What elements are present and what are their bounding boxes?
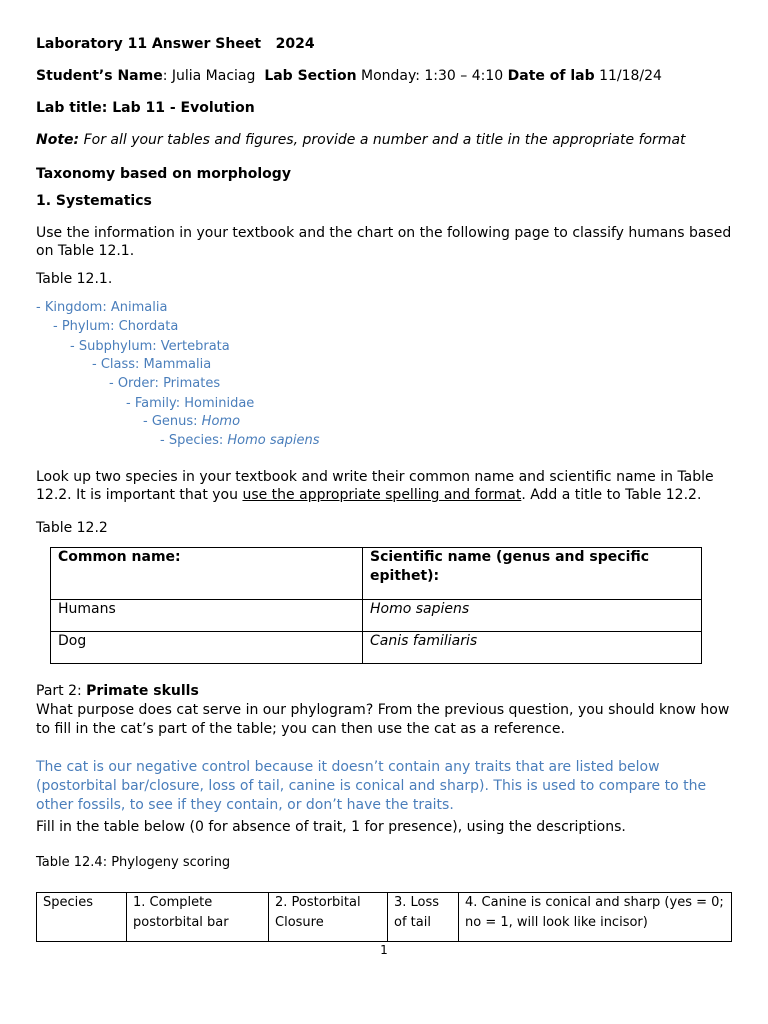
question-line-1: What purpose does cat serve in our phylogram? From the previous question, you should know how [36,702,730,718]
answer-line-3: other fossils, to see if they contain, or don’t have the traits. [36,797,454,813]
page-number: 1 [380,943,388,957]
table-row [51,632,702,664]
answer-line-2: (postorbital bar/closure, loss of tail, canine is conical and sharp). This is used to compare to the [36,778,707,794]
table-header-row [37,893,732,942]
table-12-4-caption: Table 12.4: Phylogeny scoring [36,855,231,870]
systematics-heading: 1. Systematics [36,193,152,209]
taxonomy-species: - Species: Homo sapiens [160,433,320,448]
lab-title: Lab title: Lab 11 - Evolution [36,100,255,116]
table-header-row [51,548,702,600]
header-loss-of-tail: 3. Loss of tail [388,893,459,942]
format-emphasis: use the appropriate spelling and format [242,487,522,503]
header-canine: 4. Canine is conical and sharp (yes = 0; no = 1, will look like incisor) [459,893,732,942]
table-12-2-label: Table 12.2 [36,520,108,536]
doc-title: Laboratory 11 Answer Sheet 2024 [36,36,315,52]
species-instruction-1: Look up two species in your textbook and write their common name and scientific name in Table [36,469,714,485]
header-postorbital-closure: 2. Postorbital Closure [269,893,388,942]
answer-line-1: The cat is our negative control because it doesn’t contain any traits that are listed below [36,759,660,775]
phylogeny-table [36,892,732,942]
part2-heading: Part 2: Primate skulls [36,683,199,699]
instruction-line-2: on Table 12.1. [36,243,135,259]
question-line-2: to fill in the cat’s part of the table; you can then use the cat as a reference. [36,721,565,737]
date-value: 11/18/24 [599,68,662,84]
species-instruction-2: 12.2. It is important that you use the appropriate spelling and format. Add a title to Table 12.2. [36,487,702,503]
note-line [36,131,686,150]
taxonomy-order: - Order: Primates [109,376,221,391]
table-12-1-label: Table 12.1. [36,271,113,287]
taxonomy-phylum: - Phylum: Chordata [53,319,179,334]
section-heading: Taxonomy based on morphology [36,166,291,182]
header-scientific-name: Scientific name (genus and specific epithet): [363,548,702,600]
taxonomy-genus: - Genus: Homo [143,414,241,429]
note-text: For all your tables and figures, provide a number and a title in the appropriate format [83,132,686,148]
taxonomy-subphylum: - Subphylum: Vertebrata [70,339,230,354]
taxonomy-kingdom: - Kingdom: Animalia [36,300,168,315]
header-species: Species [37,893,127,942]
scientific-name-cell: Canis familiaris [363,632,702,664]
header-postorbital-bar: 1. Complete postorbital bar [127,893,269,942]
note-label: Note: [36,132,80,148]
date-label: Date of lab [507,68,595,84]
taxonomy-class: - Class: Mammalia [92,357,212,372]
section-label: Lab Section [264,68,357,84]
header-common-name: Common name: [51,548,363,600]
common-name-cell: Dog [51,632,363,664]
table-row [51,600,702,632]
student-name: : Julia Maciag [162,68,256,84]
student-label: Student’s Name [36,68,163,84]
species-table [50,547,702,664]
student-info-line [36,67,662,86]
scientific-name-cell: Homo sapiens [363,600,702,632]
section-value: Monday: 1:30 – 4:10 [360,68,504,84]
common-name-cell: Humans [51,600,363,632]
taxonomy-family: - Family: Hominidae [126,396,255,411]
fill-instruction: Fill in the table below (0 for absence of trait, 1 for presence), using the descriptions. [36,819,626,835]
instruction-line-1: Use the information in your textbook and the chart on the following page to classify humans based [36,225,732,241]
